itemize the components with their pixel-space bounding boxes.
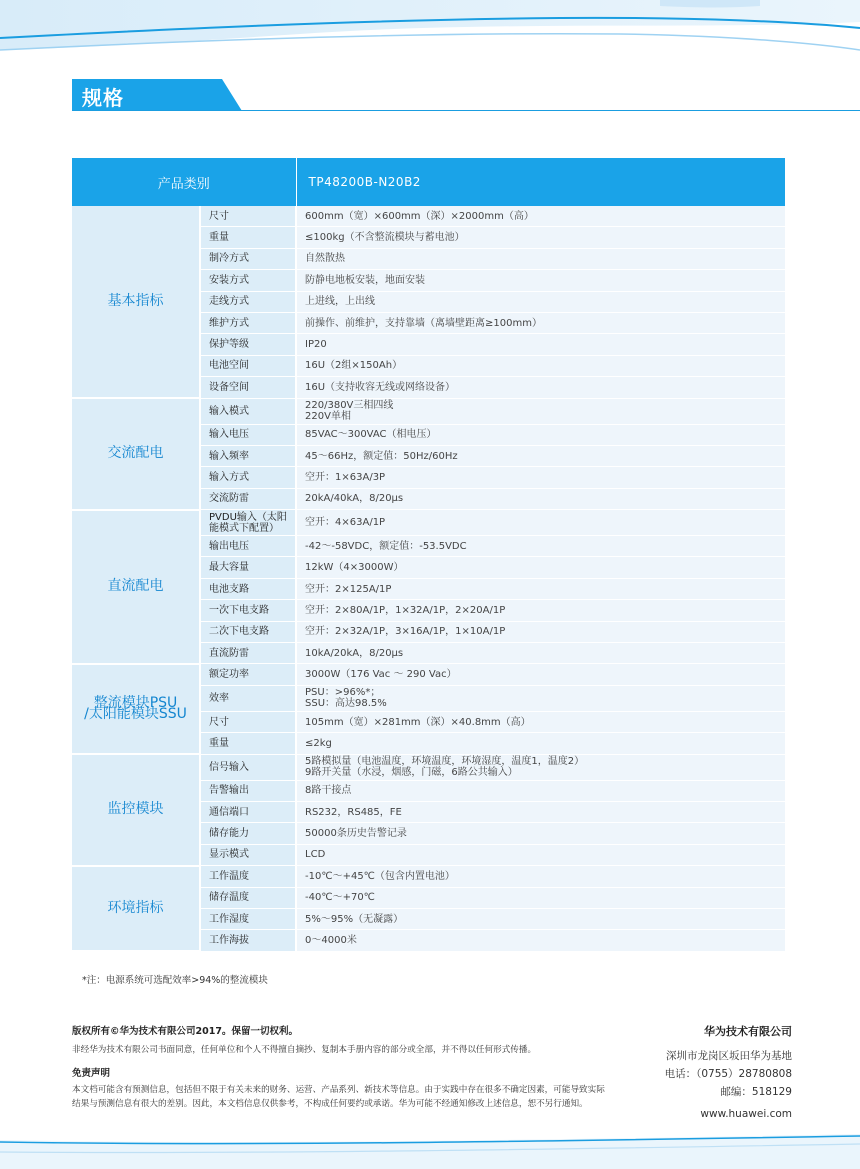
- title-divider: [72, 110, 860, 111]
- spec-name: 尺寸: [200, 711, 296, 732]
- spec-value: 600mm（宽）×600mm（深）×2000mm（高）: [296, 206, 785, 227]
- spec-value: 12kW（4×3000W）: [296, 557, 785, 578]
- spec-name: 二次下电支路: [200, 621, 296, 642]
- footnote: *注：电源系统可选配效率>94%的整流模块: [82, 975, 268, 986]
- company-address: 深圳市龙岗区坂田华为基地: [666, 1050, 792, 1062]
- spec-name: 制冷方式: [200, 248, 296, 269]
- spec-value: 8路干接点: [296, 780, 785, 801]
- spec-value: 16U（支持收容无线或网络设备）: [296, 377, 785, 398]
- spec-name: 通信端口: [200, 801, 296, 822]
- spec-value: 空开：2×32A/1P，3×16A/1P，1×10A/1P: [296, 621, 785, 642]
- spec-value: 防静电地板安装，地面安装: [296, 270, 785, 291]
- footer-legal: [72, 1025, 612, 1111]
- spec-name: 电池支路: [200, 578, 296, 599]
- spec-value: 85VAC～300VAC（相电压）: [296, 424, 785, 445]
- spec-value: 10kA/20kA，8/20μs: [296, 643, 785, 664]
- spec-value: RS232，RS485，FE: [296, 801, 785, 822]
- spec-name: 信号输入: [200, 754, 296, 780]
- spec-name: 保护等级: [200, 334, 296, 355]
- spec-name: 工作海拔: [200, 930, 296, 951]
- header-model: TP48200B-N20B2: [296, 158, 785, 206]
- spec-value: LCD: [296, 844, 785, 865]
- spec-name: 工作温度: [200, 866, 296, 887]
- spec-value: 5%～95%（无凝露）: [296, 908, 785, 929]
- table-row: [72, 664, 785, 685]
- spec-name: 输入电压: [200, 424, 296, 445]
- spec-name: 电池空间: [200, 355, 296, 376]
- spec-name: 输出电压: [200, 536, 296, 557]
- disclaimer-title: 免责声明: [72, 1068, 111, 1079]
- spec-name: 一次下电支路: [200, 600, 296, 621]
- footer-contact: [665, 1023, 792, 1123]
- spec-name: 输入频率: [200, 445, 296, 466]
- spec-value: 0～4000米: [296, 930, 785, 951]
- spec-name: 额定功率: [200, 664, 296, 685]
- spec-name: PVDU输入（太阳 能模式下配置）: [200, 510, 296, 536]
- table-row: [72, 398, 785, 424]
- spec-value: PSU：>96%*； SSU：高达98.5%: [296, 685, 785, 711]
- spec-value: 自然散热: [296, 248, 785, 269]
- table-row: [72, 510, 785, 536]
- spec-name: 效率: [200, 685, 296, 711]
- spec-value: 5路模拟量（电池温度，环境温度，环境湿度，温度1，温度2） 9路开关量（水浸，烟感，门磁，6路公共输入）: [296, 754, 785, 780]
- spec-name: 尺寸: [200, 206, 296, 227]
- top-wave-decoration: [0, 0, 860, 80]
- table-header-row: [72, 158, 785, 206]
- category-cell: 交流配电: [72, 398, 200, 510]
- spec-value: 16U（2组×150Ah）: [296, 355, 785, 376]
- spec-value: 105mm（宽）×281mm（深）×40.8mm（高）: [296, 711, 785, 732]
- spec-table: [72, 158, 786, 952]
- company-phone: 电话：（0755）28780808: [664, 1068, 792, 1080]
- spec-name: 维护方式: [200, 312, 296, 333]
- copyright-text: 非经华为技术有限公司书面同意，任何单位和个人不得擅自摘抄、复制本手册内容的部分或全部，并不得以任何形式传播。: [72, 1045, 537, 1055]
- spec-name: 储存温度: [200, 887, 296, 908]
- spec-value: 220/380V三相四线 220V单相: [296, 398, 785, 424]
- table-row: [72, 754, 785, 780]
- spec-value: 空开：4×63A/1P: [296, 510, 785, 536]
- category-cell: 直流配电: [72, 510, 200, 664]
- spec-name: 输入方式: [200, 467, 296, 488]
- disclaimer-text: 本文档可能含有预测信息，包括但不限于有关未来的财务、运营、产品系列、新技术等信息。由于实践中存在很多不确定因素，可能导致实际结果与预测信息有很大的差别。因此，本文档信息仅供参考，不构成任何要约或承诺。华为可能不经通知修改上述信息，恕不另行通知。: [72, 1085, 605, 1109]
- category-cell: 整流模块PSU /太阳能模块SSU: [72, 664, 200, 754]
- spec-name: 输入模式: [200, 398, 296, 424]
- spec-name: 直流防雷: [200, 643, 296, 664]
- spec-value: 50000条历史告警记录: [296, 823, 785, 844]
- spec-name: 交流防雷: [200, 488, 296, 509]
- spec-value: 空开：1×63A/3P: [296, 467, 785, 488]
- category-cell: 环境指标: [72, 866, 200, 952]
- spec-value: -42～-58VDC，额定值：-53.5VDC: [296, 536, 785, 557]
- spec-value: IP20: [296, 334, 785, 355]
- spec-value: 前操作、前维护，支持靠墙（离墙壁距离≥100mm）: [296, 312, 785, 333]
- table-row: [72, 206, 785, 227]
- section-title: 规格: [82, 86, 124, 110]
- spec-value: -40℃～+70℃: [296, 887, 785, 908]
- spec-value: 空开：2×80A/1P，1×32A/1P，2×20A/1P: [296, 600, 785, 621]
- spec-name: 显示模式: [200, 844, 296, 865]
- spec-value: 上进线，上出线: [296, 291, 785, 312]
- spec-value: -10℃～+45℃（包含内置电池）: [296, 866, 785, 887]
- header-category: 产品类别: [72, 158, 296, 206]
- copyright-title: 版权所有©华为技术有限公司2017。保留一切权利。: [72, 1026, 298, 1037]
- spec-value: 45～66Hz，额定值：50Hz/60Hz: [296, 445, 785, 466]
- spec-name: 安装方式: [200, 270, 296, 291]
- spec-name: 最大容量: [200, 557, 296, 578]
- spec-name: 工作湿度: [200, 908, 296, 929]
- spec-name: 设备空间: [200, 377, 296, 398]
- spec-value: ≤100kg（不含整流模块与蓄电池）: [296, 227, 785, 248]
- spec-name: 重量: [200, 733, 296, 754]
- spec-name: 走线方式: [200, 291, 296, 312]
- spec-name: 告警输出: [200, 780, 296, 801]
- spec-value: 空开：2×125A/1P: [296, 578, 785, 599]
- spec-name: 储存能力: [200, 823, 296, 844]
- company-name: 华为技术有限公司: [704, 1025, 792, 1038]
- spec-value: ≤2kg: [296, 733, 785, 754]
- category-cell: 基本指标: [72, 206, 200, 398]
- spec-value: 20kA/40kA，8/20μs: [296, 488, 785, 509]
- spec-value: 3000W（176 Vac ～ 290 Vac）: [296, 664, 785, 685]
- bottom-wave-decoration: [0, 1130, 860, 1169]
- table-row: [72, 866, 785, 887]
- category-cell: 监控模块: [72, 754, 200, 866]
- spec-name: 重量: [200, 227, 296, 248]
- company-postcode: 邮编：518129: [720, 1086, 792, 1098]
- company-website[interactable]: www.huawei.com: [700, 1108, 792, 1120]
